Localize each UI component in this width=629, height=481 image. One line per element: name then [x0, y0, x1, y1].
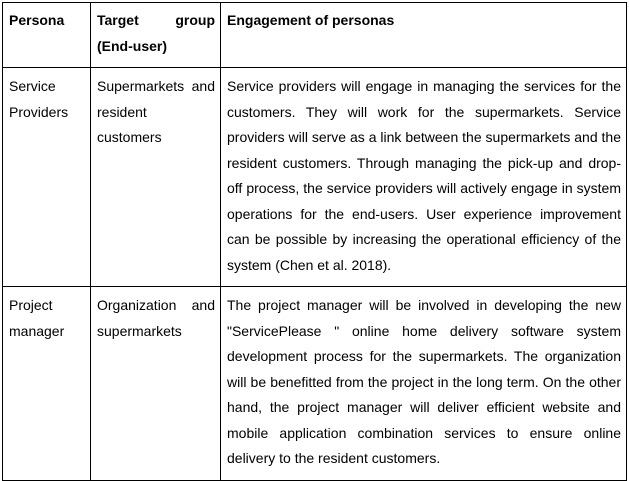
- cell-persona: Service Providers: [3, 68, 91, 287]
- cell-engagement: The project manager will be involved in developing the new "ServicePlease " online home delivery software system development process for the supermarkets. The organization will be benefitted from the project in the long term. On the other hand, the project manager will deliver efficient website and mobile application combination services to ensure online delivery to the resident customers.: [221, 287, 627, 481]
- personas-table: [2, 2, 627, 481]
- cell-target-group: Organization and supermarkets: [91, 287, 221, 481]
- header-engagement: Engagement of personas: [221, 3, 627, 68]
- cell-target-group: Supermarkets and resident customers: [91, 68, 221, 287]
- header-target-group: Target group (End-user): [91, 3, 221, 68]
- cell-engagement: Service providers will engage in managing the services for the customers. They will work for the supermarkets. Service providers will serve as a link between the supermarkets and the resident customers. Through managing the pick-up and drop-off process, the service providers will actively engage in system operations for the end-users. User experience improvement can be possible by increasing the operational efficiency of the system (Chen et al. 2018).: [221, 68, 627, 287]
- table-row: [3, 68, 627, 287]
- cell-persona: Project manager: [3, 287, 91, 481]
- table-row: [3, 287, 627, 481]
- header-persona: Persona: [3, 3, 91, 68]
- table-header-row: [3, 3, 627, 68]
